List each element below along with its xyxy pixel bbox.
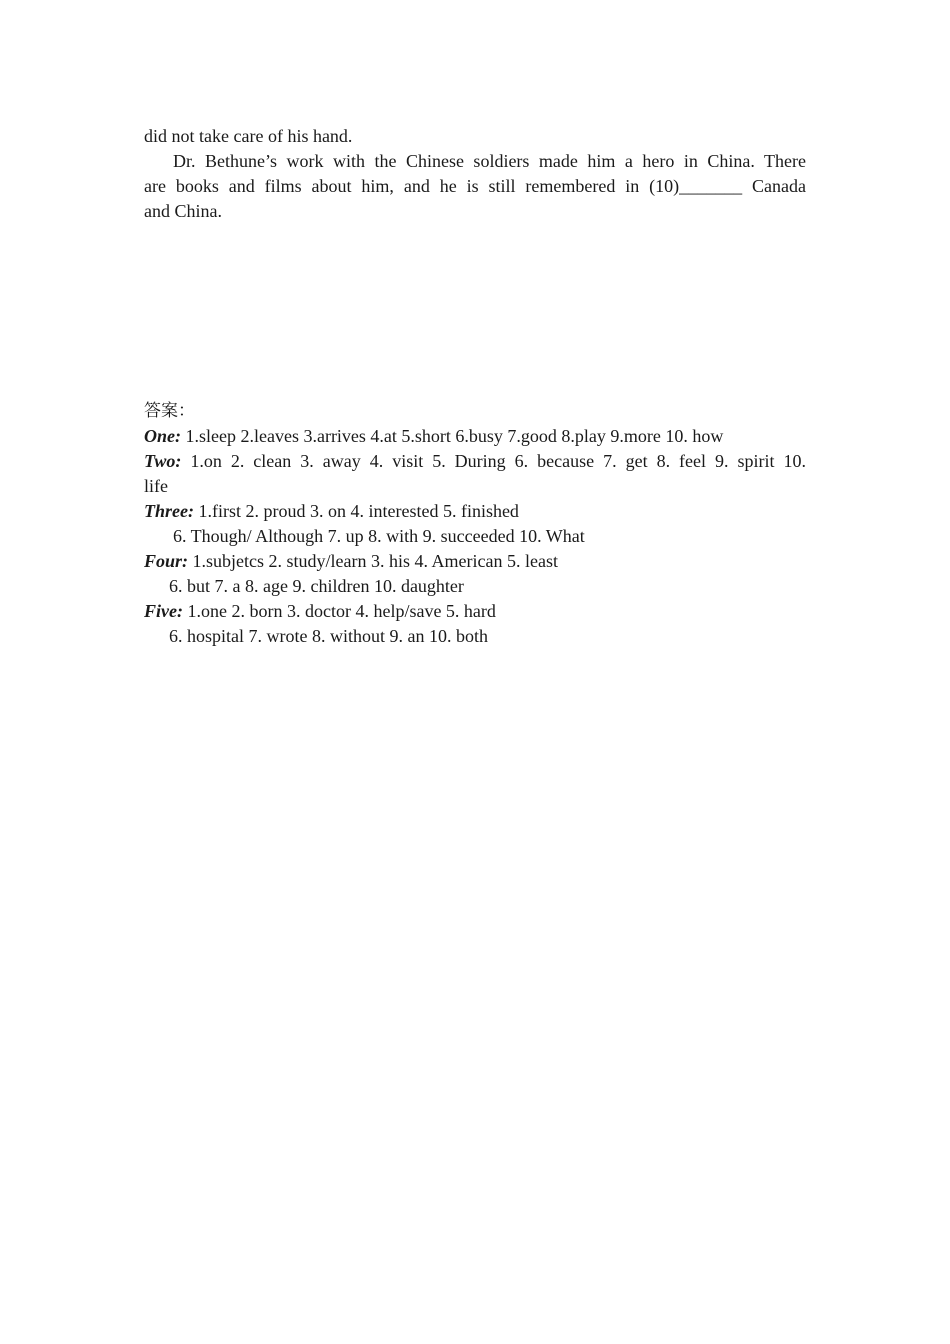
answer-row-two-cont: life — [144, 476, 168, 496]
answer-text: 1.one 2. born 3. doctor 4. help/save 5. hard — [187, 601, 496, 621]
answer-row-four — [144, 549, 806, 574]
answer-row-three-cont: 6. Though/ Although 7. up 8. with 9. succeeded 10. What — [173, 526, 585, 546]
passage-line: and China. — [144, 201, 222, 221]
answer-row-two — [144, 449, 806, 474]
answer-text: 1.sleep 2.leaves 3.arrives 4.at 5.short 6.busy 7.good 8.play 9.more 10. how — [185, 426, 724, 446]
page-content — [144, 124, 806, 649]
answer-row-four-cont: 6. but 7. a 8. age 9. children 10. daughter — [169, 576, 464, 596]
answer-key — [144, 399, 806, 649]
passage-line: did not take care of his hand. — [144, 126, 353, 146]
section-label: Three: — [144, 501, 194, 521]
section-label: Two: — [144, 451, 182, 471]
passage-line: Dr. Bethune’s work with the Chinese soldiers made him a hero in China. There — [173, 151, 806, 171]
passage-line: are books and films about him, and he is still remembered in (10)_______ Canada — [144, 176, 806, 196]
answer-row-five-cont: 6. hospital 7. wrote 8. without 9. an 10. both — [169, 626, 488, 646]
answer-text: 1.on 2. clean 3. away 4. visit 5. During 6. because 7. get 8. feel 9. spirit 10. — [190, 451, 806, 471]
answer-key-heading: 答案： — [144, 401, 195, 421]
answer-text: 1.subjetcs 2. study/learn 3. his 4. American 5. least — [192, 551, 558, 571]
answer-row-three — [144, 499, 806, 524]
answer-text: 1.first 2. proud 3. on 4. interested 5. finished — [198, 501, 519, 521]
section-label: Four: — [144, 551, 189, 571]
answer-row-five — [144, 599, 806, 624]
section-label: Five: — [144, 601, 183, 621]
answer-row-one — [144, 424, 806, 449]
section-label: One: — [144, 426, 181, 446]
